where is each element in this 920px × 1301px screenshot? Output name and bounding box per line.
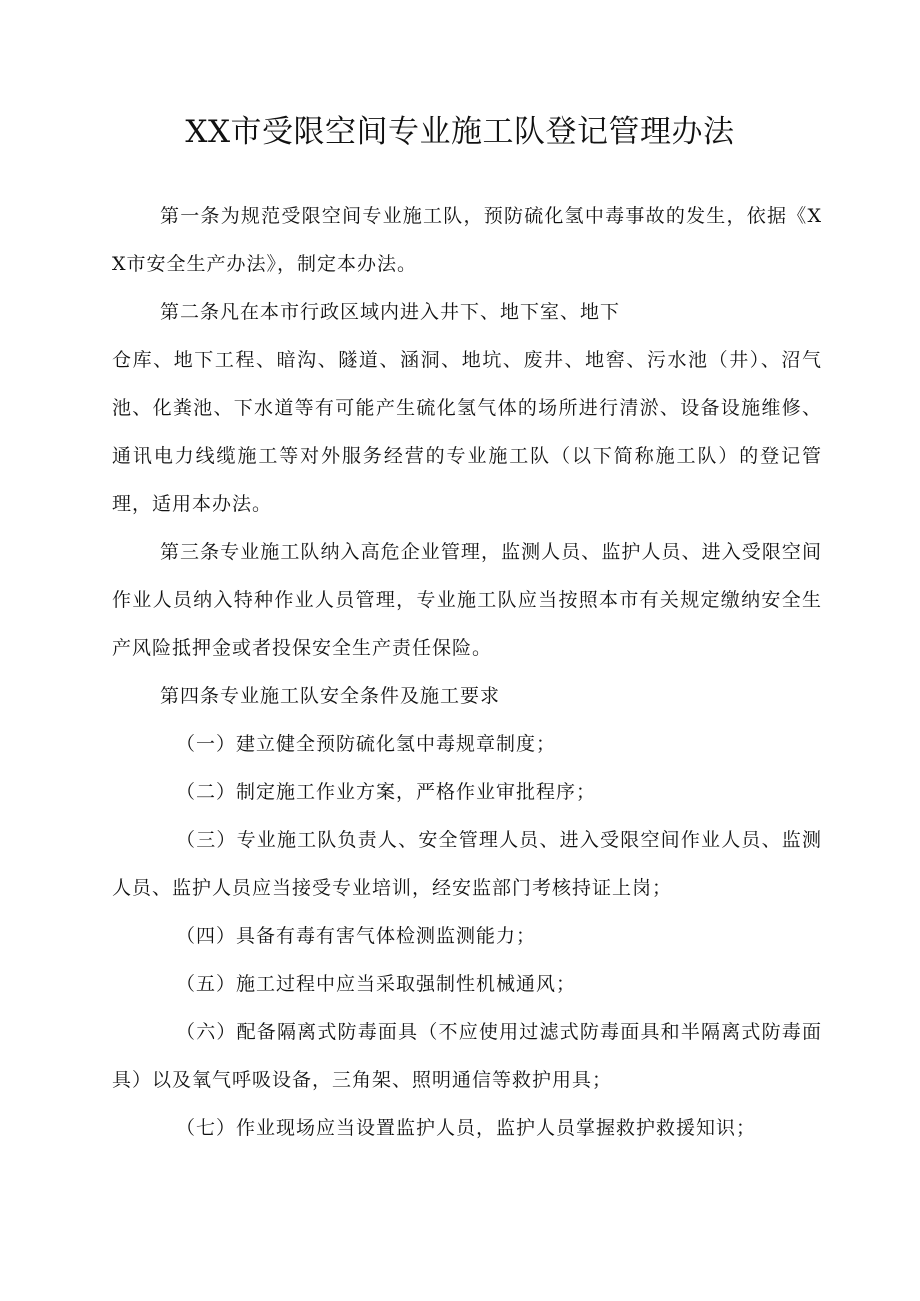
article-2: 第二条凡在本市行政区域内进入井下、地下室、地下 — [160, 301, 621, 323]
article-4-item-1: （一）建立健全预防硫化氢中毒规章制度； — [176, 733, 557, 755]
document-title: XX市受限空间专业施工队登记管理办法 — [185, 114, 735, 150]
article-4-item-7: （七）作业现场应当设置监护人员，监护人员掌握救护救援知识； — [176, 1117, 757, 1139]
article-4-item-4: （四）具备有毒有害气体检测监测能力； — [176, 925, 537, 947]
article-4-item-6: （六）配备隔离式防毒面具（不应使用过滤式防毒面具和半隔离式防毒面具）以及氧气呼吸设备，三角架、照明通信等救护用具； — [112, 1021, 822, 1091]
article-4-item-3: （三）专业施工队负责人、安全管理人员、进入受限空间作业人员、监测人员、监护人员应当接受专业培训，经安监部门考核持证上岗； — [112, 829, 822, 899]
article-3: 第三条专业施工队纳入高危企业管理，监测人员、监护人员、进入受限空间作业人员纳入特种作业人员管理，专业施工队应当按照本市有关规定缴纳安全生产风险抵押金或者投保安全生产责任保险。 — [112, 541, 822, 659]
article-1: 第一条为规范受限空间专业施工队，预防硫化氢中毒事故的发生，依据《XX市安全生产办法》，制定本办法。 — [112, 205, 822, 275]
article-4-item-2: （二）制定施工作业方案，严格作业审批程序； — [176, 781, 597, 803]
article-2-continuation: 仓库、地下工程、暗沟、隧道、涵洞、地坑、废井、地窖、污水池（井）、沼气池、化粪池、下水道等有可能产生硫化氢气体的场所进行清淤、设备设施维修、通讯电力线缆施工等对外服务经营的专业施工队（以下简称施工队）的登记管理，适用本办法。 — [112, 349, 822, 515]
document-body — [112, 192, 822, 1152]
article-4: 第四条专业施工队安全条件及施工要求 — [160, 685, 501, 707]
article-4-item-5: （五）施工过程中应当采取强制性机械通风； — [176, 973, 577, 995]
